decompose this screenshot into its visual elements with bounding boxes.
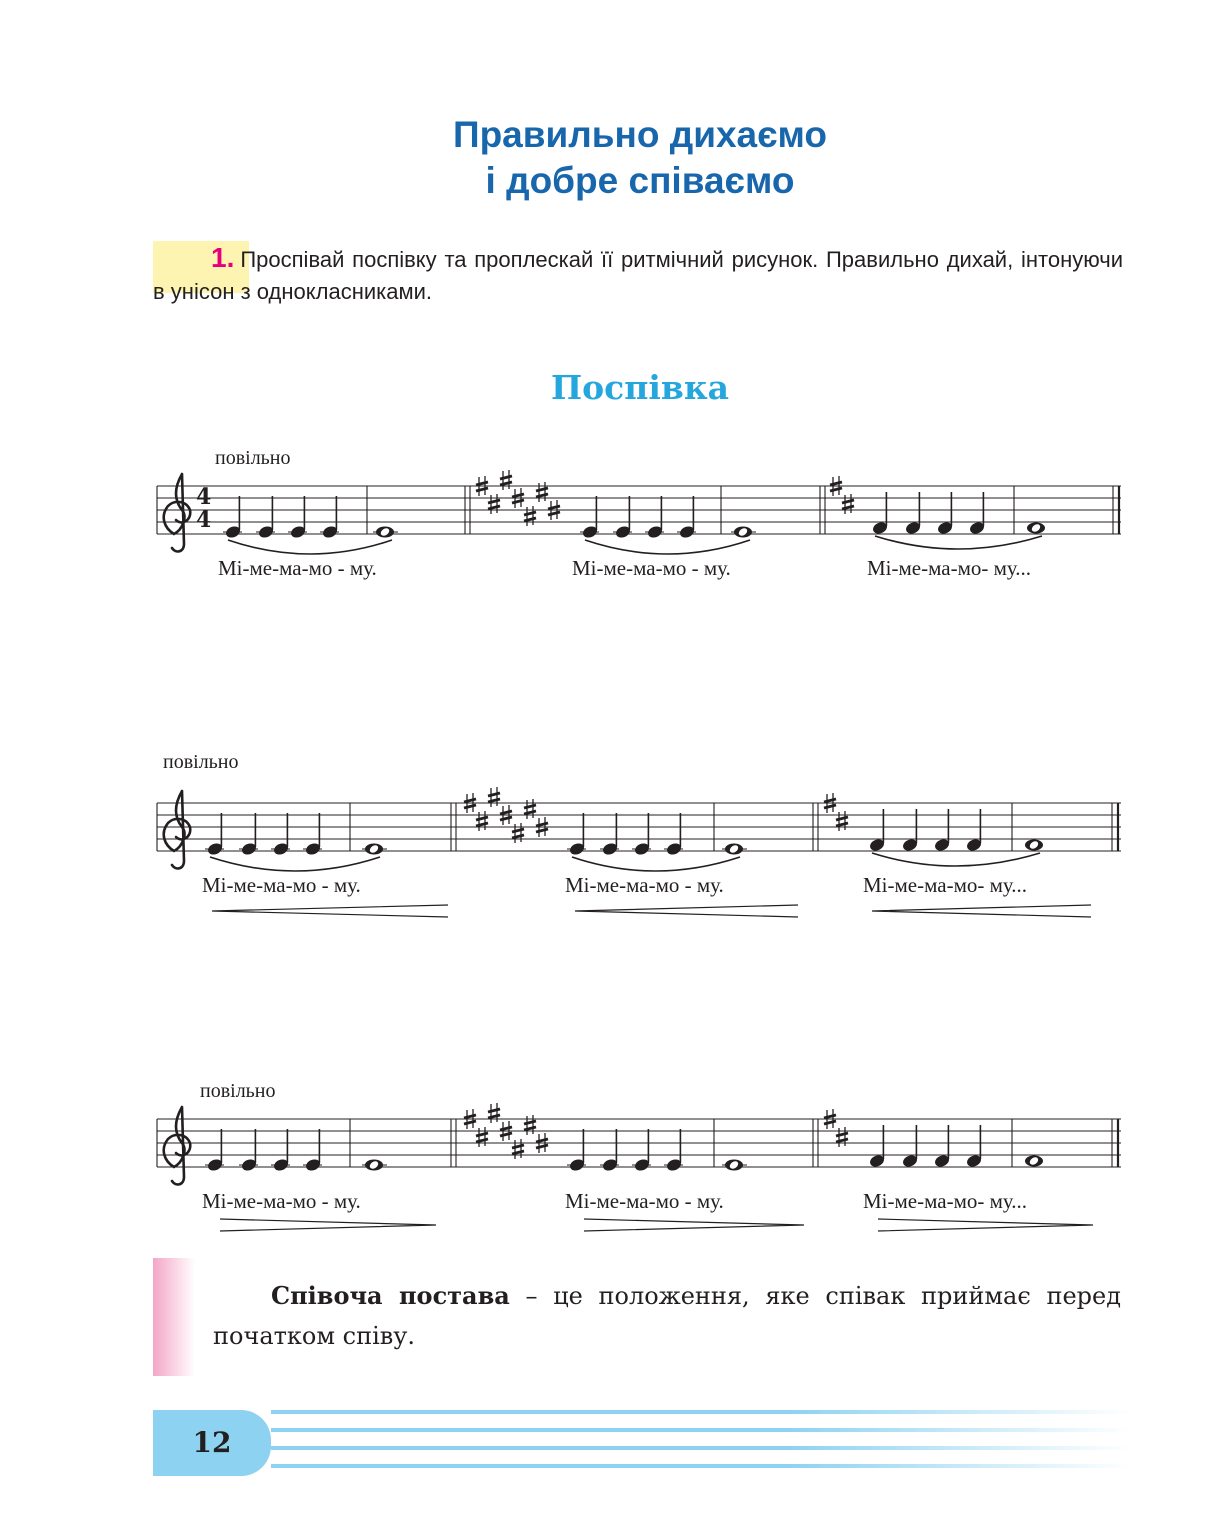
lyric-1-1: Мі-ме-ма-мо - му. — [218, 556, 377, 580]
sharp-icon — [524, 799, 536, 819]
slur — [872, 853, 1040, 866]
note — [734, 527, 752, 538]
sharp-icon — [500, 470, 512, 490]
sharp-icon — [524, 1115, 536, 1135]
tempo-marking-1: повільно — [215, 447, 291, 469]
task-number: 1. — [211, 242, 235, 273]
definition-text — [213, 1276, 1121, 1356]
lyric-1-2: Мі-ме-ма-мо - му. — [572, 556, 731, 580]
note — [678, 496, 695, 540]
sharp-icon — [524, 506, 536, 526]
tempo-marking-3: повільно — [200, 1080, 276, 1102]
note — [206, 813, 223, 857]
slur — [572, 857, 740, 871]
note — [646, 496, 663, 540]
lyric-1-3: Мі-ме-ма-мо- му... — [867, 556, 1032, 580]
staff-system-3 — [157, 1103, 1121, 1231]
note — [224, 496, 241, 540]
note — [1025, 1156, 1043, 1167]
staff-system-1 — [157, 470, 1121, 554]
page-number: 12 — [192, 1426, 232, 1459]
time-signature-bottom: 4 — [196, 507, 212, 533]
song-title: Поспівка — [550, 368, 730, 407]
lyric-2-2: Мі-ме-ма-мо - му. — [565, 873, 724, 897]
sharp-icon — [836, 1127, 848, 1147]
note — [725, 1160, 743, 1171]
definition-body: – це положення, яке співак приймає перед початком співу. — [213, 1282, 1121, 1350]
sharp-icon — [836, 811, 848, 831]
sharp-icon — [512, 823, 524, 843]
sharp-icon — [512, 1139, 524, 1159]
footer-line — [271, 1428, 1131, 1432]
note — [665, 1129, 682, 1173]
slur — [210, 857, 380, 871]
note — [272, 813, 289, 857]
note — [257, 496, 274, 540]
note — [614, 496, 631, 540]
note — [365, 1160, 383, 1171]
lyric-3-2: Мі-ме-ма-мо - му. — [565, 1189, 724, 1213]
sharp-icon — [476, 811, 488, 831]
sharp-icon — [536, 482, 548, 502]
page-title-line1: Правильно дихаємо — [452, 114, 828, 155]
note — [568, 813, 585, 857]
definition-accent-bar — [153, 1258, 195, 1376]
note — [304, 813, 321, 857]
lyric-2-3: Мі-ме-ма-мо- му... — [863, 873, 1028, 897]
lyric-3-3: Мі-ме-ма-мо- му... — [863, 1189, 1028, 1213]
note — [321, 496, 338, 540]
staff-system-2 — [157, 787, 1121, 917]
diminuendo-hairpins — [220, 1219, 1093, 1231]
slur — [228, 540, 392, 554]
lyric-2-1: Мі-ме-ма-мо - му. — [202, 873, 361, 897]
note — [289, 496, 306, 540]
footer-line — [271, 1464, 1131, 1468]
note — [376, 527, 394, 538]
definition-term: Співоча постава — [271, 1281, 510, 1310]
note — [725, 844, 743, 855]
task-text: Проспівай поспівку та проплескай її ритмічний рисунок. Правильно дихай, інтонуючи в унісон з однокласниками. — [153, 247, 1123, 304]
note — [272, 1129, 289, 1173]
note — [1027, 523, 1045, 534]
time-signature-top: 4 — [196, 484, 212, 510]
note — [581, 496, 598, 540]
sharp-icon — [488, 494, 500, 514]
footer-line — [271, 1446, 1131, 1450]
tempo-marking-2: повільно — [163, 751, 239, 773]
note — [601, 813, 618, 857]
note — [240, 813, 257, 857]
sharp-icon — [488, 1103, 500, 1123]
footer-line — [271, 1410, 1131, 1414]
note — [633, 813, 650, 857]
note — [1025, 840, 1043, 851]
note — [365, 844, 383, 855]
slur — [585, 540, 750, 554]
note — [665, 813, 682, 857]
sharp-icon — [488, 787, 500, 807]
note — [568, 1129, 585, 1173]
note — [633, 1129, 650, 1173]
sharp-icon — [842, 494, 854, 514]
page-title-line2: і добре співаємо — [485, 160, 795, 201]
note — [304, 1129, 321, 1173]
crescendo-hairpins — [212, 905, 1091, 917]
sharp-icon — [476, 1127, 488, 1147]
lyric-3-1: Мі-ме-ма-мо - му. — [202, 1189, 361, 1213]
note — [240, 1129, 257, 1173]
slur — [875, 536, 1042, 549]
note — [601, 1129, 618, 1173]
note — [206, 1129, 223, 1173]
